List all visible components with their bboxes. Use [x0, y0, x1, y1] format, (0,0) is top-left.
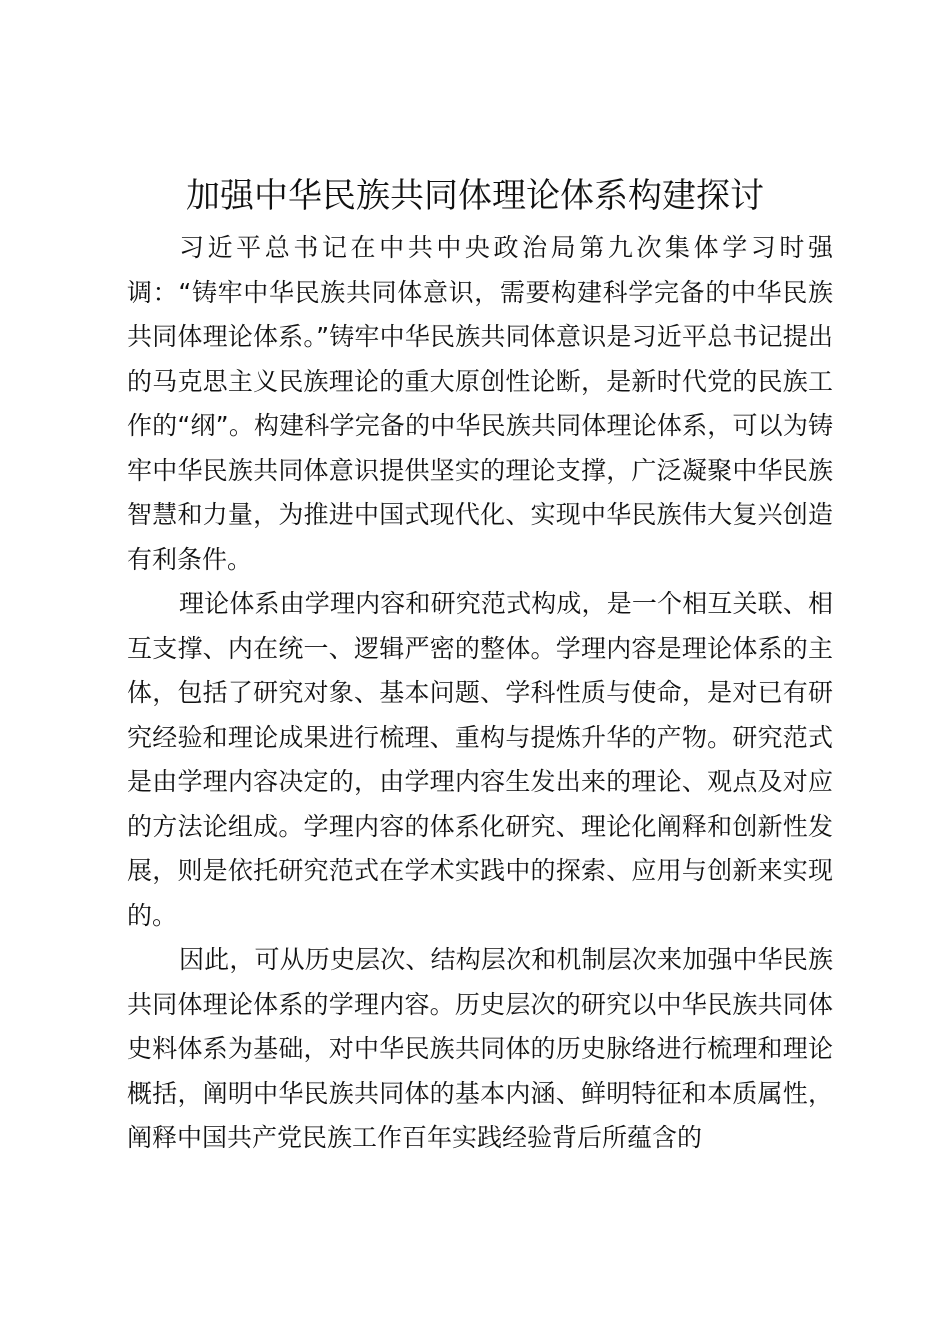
paragraph-2: 理论体系由学理内容和研究范式构成，是一个相互关联、相互支撑、内在统一、逻辑严密的整体。学理内容是理论体系的主体，包括了研究对象、基本问题、学科性质与使命，是对已有研究经验和理论成果进行梳理、重构与提炼升华的产物。研究范式是由学理内容决定的，由学理内容生发出来的理论、观点及对应的方法论组成。学理内容的体系化研究、理论化阐释和创新性发展，则是依托研究范式在学术实践中的探索、应用与创新来实现的。 [127, 589, 833, 930]
paragraph-3: 因此，可从历史层次、结构层次和机制层次来加强中华民族共同体理论体系的学理内容。历史层次的研究以中华民族共同体史料体系为基础，对中华民族共同体的历史脉络进行梳理和理论概括，阐明中华民族共同体的基本内涵、鲜明特征和本质属性，阐释中国共产党民族工作百年实践经验背后所蕴含的 [127, 945, 833, 1152]
document-title: 加强中华民族共同体理论体系构建探讨 [186, 176, 764, 216]
paragraph-1: 习近平总书记在中共中央政治局第九次集体学习时强调：“铸牢中华民族共同体意识，需要构建科学完备的中华民族共同体理论体系。”铸牢中华民族共同体意识是习近平总书记提出的马克思主义民族理论的重大原创性论断，是新时代党的民族工作的“纲”。构建科学完备的中华民族共同体理论体系，可以为铸牢中华民族共同体意识提供坚实的理论支撑，广泛凝聚中华民族智慧和力量，为推进中国式现代化、实现中华民族伟大复兴创造有利条件。 [127, 233, 833, 574]
document-body [127, 226, 833, 1161]
